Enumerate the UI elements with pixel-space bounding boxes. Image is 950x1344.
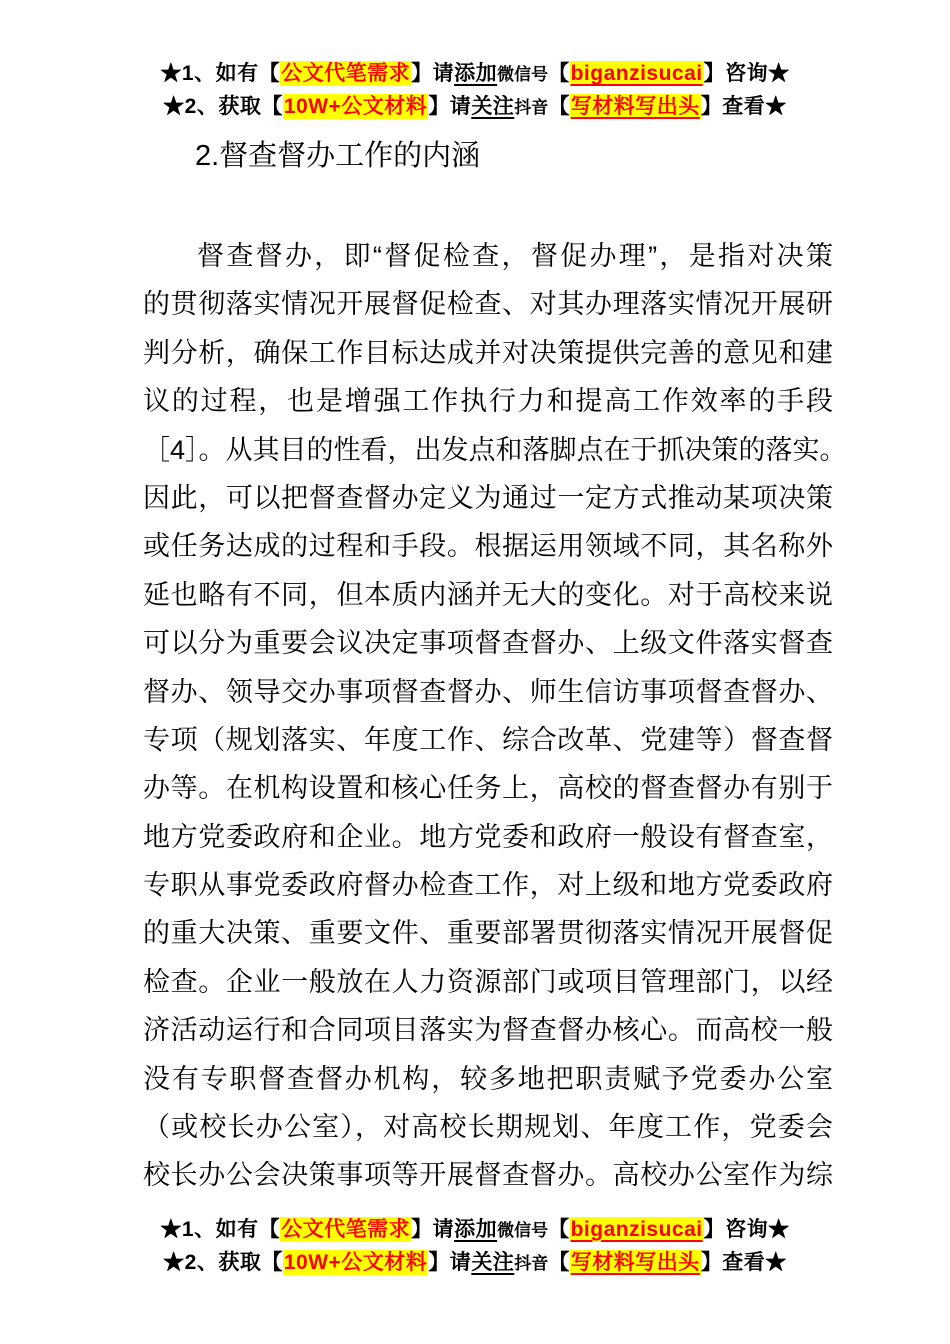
promo-segment: ★1、如有【 xyxy=(160,1217,281,1241)
promo-segment: 关注 xyxy=(471,1250,515,1274)
promo-segment: 抖音 xyxy=(514,1253,549,1273)
section-heading: 2.督查督办工作的内涵 xyxy=(195,140,481,172)
promo-segment: 抖音 xyxy=(514,98,549,117)
body-line: 判分析，确保工作目标达成并对决策提供完善的意见和建 xyxy=(143,337,833,368)
promo-line-1 xyxy=(0,1214,950,1247)
promo-line-1 xyxy=(0,58,950,91)
promo-banner-top xyxy=(0,0,950,124)
promo-segment: 】咨询★ xyxy=(703,62,790,85)
body-line: 督办、领导交办事项督查督办、师生信访事项督查督办、 xyxy=(143,676,833,707)
promo-segment: 微信号 xyxy=(497,65,549,84)
promo-segment: ★2、获取【 xyxy=(163,95,283,118)
promo-segment: 添加 xyxy=(454,1217,498,1241)
body-line: 督查督办，即“督促检查，督促办理”，是指对决策 xyxy=(197,241,833,271)
promo-segment: ★1、如有【 xyxy=(160,62,281,85)
promo-segment: 】查看★ xyxy=(700,1250,787,1274)
promo-segment: biganzisucai xyxy=(570,1217,703,1241)
body-line: 因此，可以把督查督办定义为通过一定方式推动某项决策 xyxy=(143,482,833,513)
body-line: 没有专职督查督办机构，较多地把职责赋予党委办公室 xyxy=(143,1063,833,1094)
promo-segment: 写材料写出头 xyxy=(570,95,700,118)
promo-line-2 xyxy=(0,91,950,124)
promo-segment: 【 xyxy=(548,1250,570,1274)
body-line: 可以分为重要会议决定事项督查督办、上级文件落实督查 xyxy=(143,628,833,659)
body-line: 检查。企业一般放在人力资源部门或项目管理部门，以经 xyxy=(143,966,833,997)
promo-segment: 】请 xyxy=(428,1250,472,1274)
promo-segment: 公文代笔需求 xyxy=(281,1217,411,1241)
body-line: 地方党委政府和企业。地方党委和政府一般设有督查室， xyxy=(143,821,833,852)
promo-segment: 】咨询★ xyxy=(703,1217,790,1241)
body-line: 延也略有不同，但本质内涵并无大的变化。对于高校来说 xyxy=(143,579,833,610)
promo-segment: 10W+公文材料 xyxy=(283,1250,428,1274)
promo-banner-bottom xyxy=(0,1200,950,1280)
body-line: 议的过程，也是增强工作执行力和提高工作效率的手段 xyxy=(143,386,833,417)
promo-segment: biganzisucai xyxy=(570,62,703,85)
body-line: 专职从事党委政府督办检查工作，对上级和地方党委政府 xyxy=(143,870,833,901)
body-line: 校长办公会决策事项等开展督查督办。高校办公室作为综 xyxy=(143,1160,833,1191)
body-line: （或校长办公室），对高校长期规划、年度工作，党委会 xyxy=(143,1112,833,1143)
body-line: 或任务达成的过程和手段。根据运用领域不同，其名称外 xyxy=(143,531,833,562)
promo-segment: 10W+公文材料 xyxy=(283,95,428,118)
promo-segment: 】请 xyxy=(411,1217,455,1241)
promo-segment: 关注 xyxy=(471,95,515,118)
body-line: ［4］。从其目的性看，出发点和落脚点在于抓决策的落实。 xyxy=(143,434,847,465)
body-line: 济活动运行和合同项目落实为督查督办核心。而高校一般 xyxy=(143,1015,833,1046)
promo-segment: 】请 xyxy=(428,95,472,118)
body-line: 办等。在机构设置和核心任务上，高校的督查督办有别于 xyxy=(143,773,833,804)
body-line: 的贯彻落实情况开展督促检查、对其办理落实情况开展研 xyxy=(143,289,833,320)
promo-segment: 【 xyxy=(548,62,570,85)
promo-segment: 】请 xyxy=(411,62,455,85)
body-line: 的重大决策、重要文件、重要部署贯彻落实情况开展督促 xyxy=(143,918,833,949)
promo-line-2 xyxy=(0,1247,950,1280)
promo-segment: ★2、获取【 xyxy=(163,1250,283,1274)
body-line: 专项（规划落实、年度工作、综合改革、党建等）督查督 xyxy=(143,724,833,755)
promo-segment: 【 xyxy=(548,1217,570,1241)
paragraph xyxy=(143,232,847,1200)
promo-segment: 添加 xyxy=(454,62,498,85)
promo-segment: 】查看★ xyxy=(700,95,787,118)
promo-segment: 微信号 xyxy=(497,1220,549,1240)
promo-segment: 公文代笔需求 xyxy=(281,62,411,85)
promo-segment: 写材料写出头 xyxy=(570,1250,700,1274)
promo-segment: 【 xyxy=(548,95,570,118)
